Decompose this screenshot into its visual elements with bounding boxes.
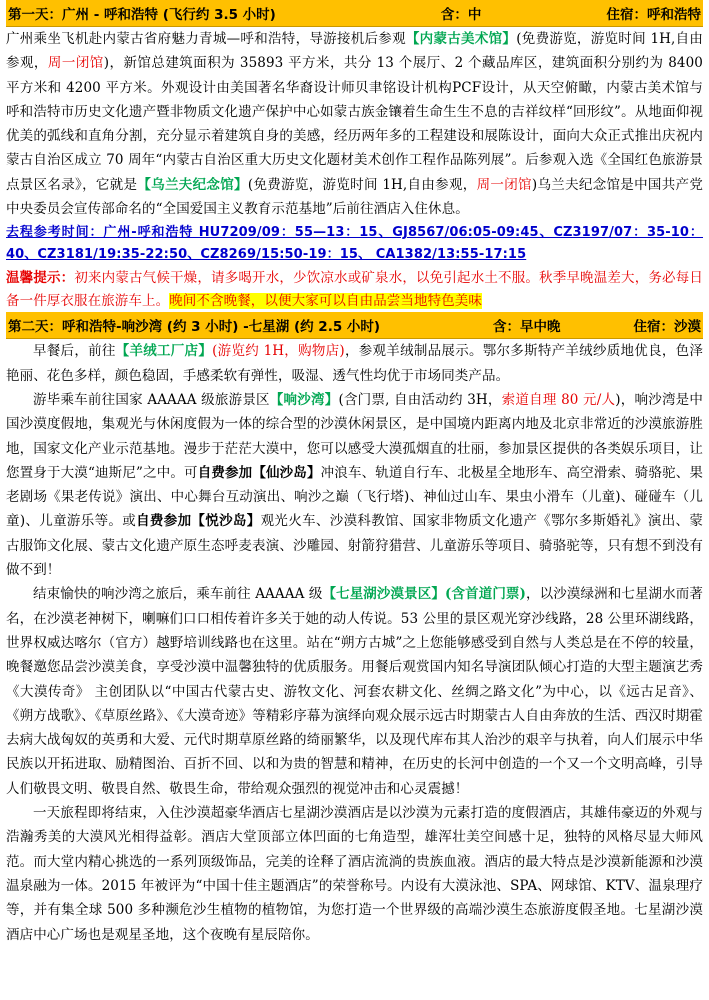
day2-paragraph-factory <box>6 339 703 388</box>
day2-title: 第二天：呼和浩特-响沙湾 (约 3 小时) -七星湖 (约 2.5 小时) <box>8 319 381 336</box>
text: )，新馆总建筑面积为 35893 平方米，共分 13 个展厅、2 个藏品库区，建筑面积分别约为 8400 平方米和 4200 平方米。外观设计由美国著名华裔设计师贝聿铭设计机构PCF设计，从天空俯瞰，内蒙古美术馆与呼和浩特市历史文化遗产暨非物质文化遗产保护中心如蒙古族金镶着生命生生不息的吉祥纹样“回形纹”。从地面仰视优美的弧线和直角分割，充分显示着建筑自身的美感，经历两年多的工程建设和展陈设计，面向大众正式推出庆祝内蒙古自治区成立 70 周年“内蒙古自治区重大历史文化题材美术创作工程作品陈列展”。后参观入选《全国红色旅游景点景区名录》，它就是 <box>6 55 703 193</box>
text: 早餐后，前往 <box>33 343 116 360</box>
day1-header <box>6 0 703 27</box>
factory-name: 【羊绒工厂店】 <box>115 343 213 360</box>
text: 冲浪车、轨道自行车、北极星全地形车、高空滑索、骑骆驼、果老剧场《果老传说》演出、中心舞台互动演出、响沙之巅（飞行塔)、神仙过山车、果虫小滑车（儿童)、碰碰车（儿童)、儿童游乐等。或 <box>6 464 703 530</box>
flight-reference: 去程参考时间：广州-呼和浩特 HU7209/09：55—13：15、GJ8567/06:05-09:45、CZ3197/07：35-10：40、CZ3181/19:35-22:50、CZ8269/15:50-19：15、 CA1382/13:55-17:15 <box>6 225 703 263</box>
day1-meal: 含：中 <box>440 7 482 23</box>
day2-meal: 含：早中晚 <box>493 319 561 336</box>
qixinghu-name: 【七星湖沙漠景区】(含首道门票) <box>322 586 527 603</box>
text: (免费游览，游览时间 1H,自由参观， <box>6 31 703 72</box>
text: (含门票, 自由活动约 3H， <box>338 391 502 408</box>
day1-stay: 住宿：呼和浩特 <box>606 7 701 23</box>
day2-header <box>6 312 703 339</box>
museum-name: 【内蒙古美术馆】 <box>405 31 517 47</box>
tip-text: 初来内蒙古气候干燥，请多喝开水，少饮凉水或矿泉水，以免引起水土不服。秋季早晚温差大，务必每日备一件厚衣服在旅游车上。 <box>6 270 703 309</box>
memorial-name: 【乌兰夫纪念馆】 <box>137 176 248 193</box>
cable-note: 索道自理 80 元/人 <box>501 391 616 408</box>
day2-paragraph-qixinghu <box>6 582 703 801</box>
optional-yuesha: 自费参加【悦沙岛】 <box>136 513 261 530</box>
tip-label: 温馨提示： <box>6 270 75 287</box>
xiangshawan-name: 【响沙湾】 <box>269 391 339 408</box>
closed-note: 周一闭馆 <box>47 55 104 72</box>
text: 广州乘坐飞机赴内蒙古省府魅力青城—呼和浩特，导游接机后参观 <box>6 31 406 47</box>
day1-title: 第一天：广州 - 呼和浩特 (飞行约 3.5 小时) <box>8 7 276 23</box>
optional-xiansha: 自费参加【仙沙岛】 <box>197 464 321 481</box>
text: )，响沙湾是中国沙漠度假地，集观光与休闲度假为一体的综合型的沙漠休闲景区，是中国境内距离内地及北京非常近的沙漠旅游胜地，国家文化产业示范基地。漫步于茫茫大漠中，您可以感受大漠孤烟直的壮丽，参加景区提供的各类娱乐项目，让您置身于大漠“迪斯尼”之中。可 <box>6 391 703 481</box>
day2-paragraph-xiangshawan <box>6 388 703 582</box>
closed-note: 周一闭馆 <box>476 176 532 193</box>
tip-highlight: 晚间不含晚餐，以便大家可以自由品尝当地特色美味 <box>169 292 483 309</box>
day2-paragraph-hotel: 一天旅程即将结束，入住沙漠超豪华酒店七星湖沙漠酒店是以沙漠为元素打造的度假酒店，其雄伟豪迈的外观与浩瀚秀美的大漠风光相得益彰。酒店大堂顶部立体凹面的七角造型，雄浑壮美空间感十足，独特的风格尽显大师风范。而大堂内精心挑选的一系列顶级饰品，完美的诠释了酒店流淌的贵族血液。酒店的最大特点是沙漠新能源和沙漠温泉融为一体。2015 年被评为“中国十佳主题酒店”的荣誉称号。内设有大漠泳池、SPA、网球馆、KTV、温泉理疗等，并有集全球 500 多种濒危沙生植物的植物馆，为您打造一个世界级的高端沙漠生态旅游度假圣地。七星湖沙漠酒店中心广场也是观星圣地，这个夜晚有星辰陪你。 <box>6 805 703 943</box>
shopping-note: (游览约 1H，购物店) <box>212 343 345 360</box>
text: 观光火车、沙漠科教馆、国家非物质文化遗产《鄂尔多斯婚礼》演出、蒙古服饰文化展、蒙古文化遗产原生态呼麦表演、沙雕园、射箭狩猎营、儿童游乐等项目、骑骆驼等，只有想不到没有做不到！ <box>6 513 703 579</box>
text: 结束愉快的响沙湾之旅后，乘车前往 AAAAA 级 <box>33 586 323 603</box>
text: 游毕乘车前往国家 AAAAA 级旅游景区 <box>33 391 270 408</box>
text: ，参观羊绒制品展示。鄂尔多斯特产羊绒纱质地优良，色泽艳丽、花色多样，颜色稳固，手感柔软有弹性，吸湿、透气性均优于市场同类产品。 <box>6 343 704 384</box>
text: ，以沙漠绿洲和七星湖水而著名，在沙漠老神树下，喇嘛们口口相传着许多关于她的动人传说。53 公里的景区观光穿沙线路，28 公里环湖线路，世界权威达喀尔（官方）越野培训线路也在这里。站在“朔方古城”之上您能够感受到自然与人类总是在不停的较量，晚餐邀您品尝沙漠美食，享受沙漠中温馨独特的优质服务。用餐后观赏国内知名导演团队倾心打造的大型主题演艺秀《大漠传奇》 主创团队以“中国古代蒙古史、游牧文化、河套农耕文化、丝绸之路文化”为中心，以《远古足音》、《朔方战歌》、《草原丝路》、《大漠奇迹》等精彩序幕为演绎向观众展示远古时期蒙古人自由奔放的生活、西汉时期霍去病大战匈奴的英勇和大爱、元代时期草原丝路的绮丽繁华，以及现代库布其人治沙的艰辛与执着，向人们展示中华民族以开拓进取、励精图治、百折不回、以和为贵的智慧和精神，在历史的长河中创造的一个又一个文明高峰，引导人们敬畏文明、敬畏自然、敬畏生命，带给观众强烈的视觉冲击和心灵震撼！ <box>6 586 703 797</box>
travel-tip <box>6 267 703 312</box>
day2-stay: 住宿：沙漠 <box>633 319 701 336</box>
text: (免费游览，游览时间 1H,自由参观， <box>247 176 477 193</box>
day1-description <box>6 27 703 221</box>
text: )乌兰夫纪念馆是中国共产党中央委员会宣传部命名的“全国爱国主义教育示范基地”后前往酒店入住休息。 <box>6 176 703 218</box>
